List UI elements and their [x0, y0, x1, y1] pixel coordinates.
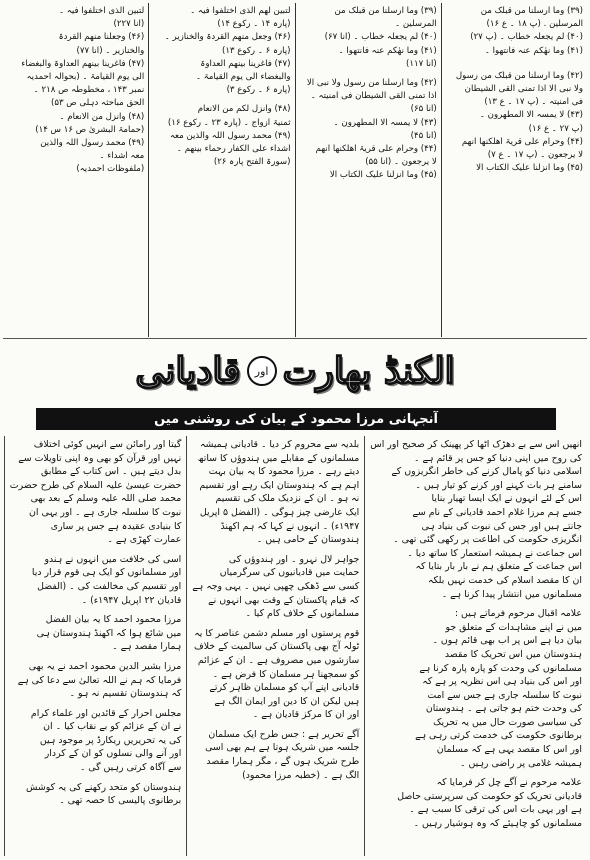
text-line: (انا ۶۵) [410, 104, 437, 115]
text-line: ہمارا مقصد ہے ۔ [112, 641, 182, 653]
text-line: (۴۸) وانزل من الانعام ۔ [59, 111, 145, 122]
text-line: طرح شریک ہوں گے ، مگر ہمارا مقصد [206, 756, 360, 768]
text-line: (انا ۱۱۷) [406, 58, 437, 69]
text-line: بلدیہ سے محروم کر دیا ۔ قادیانی ہمیشہ [199, 439, 360, 450]
article-strapline: آنجہانی مرزا محمود کے بیان کی روشنی میں [36, 408, 556, 430]
text-line: بدل دیتے ہیں ۔ اس کتاب کے مطابق [41, 466, 182, 478]
text-line: جلسہ میں شریک ہوتا ہے ہم بھی اسی [205, 742, 360, 754]
text-line: (۳۹) وما ارسلنا من قبلک من [334, 6, 437, 16]
text-line: (۴۱) وما نھٰکم عنہ فانتھوا ۔ [484, 45, 583, 56]
text-line: ہندوستان کے حامی ہیں ۔ [256, 534, 360, 546]
text-line: اور تقسیم کی مخالفت کی ۔ (الفضل [37, 580, 182, 592]
text-line: انھیں اس سے بے دھڑک اٹھا کر پھینک کر صحیح اور اس [370, 439, 582, 450]
text-line: لتبین الذی اختلفوا فیہ ۔ [59, 6, 145, 16]
text-line: لتبین لھم الذی اختلفوا فیہ ۔ [190, 6, 291, 16]
text-line: اور اس کا مقصد یہی ہے کہ مسلمان [436, 744, 582, 756]
text-line: (سورۃ الفتح پارہ ۲۶) [213, 157, 291, 168]
text-line: الی یوم القیامۃ ۔ (بحوالہ احمدیہ [26, 72, 145, 83]
verse-column-2 [295, 3, 441, 337]
text-line: عمارت کھڑی ہے ۔ [107, 534, 182, 546]
heading-right-word: قادیانی [135, 350, 241, 392]
text-line: کو سمجھنا ہر مسلمان کا فرض ہے ۔ [212, 668, 360, 680]
text-line: والبغضاء الی یوم القیامۃ ۔ [196, 72, 291, 83]
text-line: سامنے ہر بات کہنے اور کرنے کو تیار ہیں ۔ [415, 479, 582, 491]
text-line: (۴۹) محمد رسول اللہ والذین معہ [169, 130, 291, 141]
text-line: کی روح میں اپنی دنیا کو جس پر قائم ہے ۔ [414, 452, 582, 464]
text-line: گیتا اور رامائن سے انہیں کوئی اختلاف [33, 439, 182, 450]
text-line: (انا ۲۲۷) [113, 19, 145, 30]
text-line: مسلمانوں کے خلاف کام کیا ۔ [245, 608, 360, 620]
text-line: مسلمانوں میں انتشار پیدا کرنا ہے ۔ [441, 588, 582, 600]
text-line: کی یہ تحریریں ریکارڈ پر موجود ہیں [39, 734, 182, 746]
body-column-3 [4, 436, 187, 856]
text-line: کی وحدت ختم ہو جاتی ہے ۔ ہندوستان [425, 703, 582, 715]
text-line: فرمایا کہ ہم نے اللہ تعالیٰ سے دعا کی ہے [17, 674, 182, 686]
text-line: اس کے لئے انہوں نے ایک ایسا تھیار بنایا [431, 493, 582, 505]
text-line: (۴۰) لم یجعلہ خطاب ۔ (انا ۶۷) [324, 32, 437, 43]
text-line: کہ ہندوستان تقسیم نہ ہو ۔ [69, 688, 182, 700]
text-line: نمبر ۱۴۳ ، مخطوطہ ص ۲۱۸ ۔ [33, 85, 145, 96]
body-column-1 [364, 436, 587, 856]
text-line: مرزا محمود احمد کا یہ بیان الفضل [45, 614, 182, 626]
text-line: (پارہ ۶ ۔ رکوع ۳) [226, 85, 291, 96]
text-line: کسی سے ڈھکی چھپی نہیں ۔ یہی وجہ ہے [192, 580, 360, 592]
text-line: ہیں لیکن ان کا دین اور ایمان الگ ہے [214, 695, 360, 707]
text-line: مسلمانوں کی وحدت کو پارہ پارہ کرنا ہے [419, 662, 582, 674]
text-line: (۴۷) فاغرینا بینھم العداوۃ [200, 58, 291, 69]
text-line: الگ ہے ۔ (خطبہ مرزا محمود) [242, 769, 360, 781]
verse-column-1 [441, 3, 587, 337]
text-line: نبوت کا سلسلہ جاری ہے ۔ اور یہی ان [29, 506, 182, 518]
text-line: (۴۷) فاغرینا بینھم العداوۃ والبغضاء [21, 58, 145, 69]
text-line: ولا نبی الا اذا تمنی القی الشیطان [464, 84, 583, 95]
text-line: ۱۹۴۷ء) ۔ انہوں نے کہا کہ ہم اکھنڈ [220, 520, 360, 532]
heading-conjunction-badge: اور [247, 356, 277, 386]
text-line: (انا ۴۵) [410, 130, 437, 141]
text-line: ہمیشہ غلامی پر راضی رہیں ۔ [460, 757, 582, 769]
text-line: (پارہ ۱۴ ۔ رکوع ۱۴) [217, 19, 291, 30]
text-line: اہم ہے کہ ہندوستان ایک رہے اور تقسیم [199, 479, 360, 491]
text-line: (۴۲) وما ارسلنا من رسول ولا نبی الا [306, 78, 437, 89]
text-line: میں شائع ہوا کہ اکھنڈ ہندوستان ہی [36, 627, 182, 639]
text-line: جسے ہم مرزا غلام احمد قادیانی کے نام سے [412, 506, 582, 518]
text-line: ان کا مقصد اسلام کی خدمت نہیں بلکہ [427, 574, 582, 586]
text-line: (۴۶) وجعل منھم القردۃ والخنازیر ۔ [164, 32, 291, 43]
text-line: نہ ہو ۔ ان کے نزدیک ملک کی تقسیم [215, 493, 360, 505]
text-line: (۴۶) وجعلنا منھم القردۃ [58, 32, 145, 43]
text-line: (۳۹) وما ارسلنا من قبلک من [480, 6, 583, 16]
text-line: (حمامۃ البشریٰ ص ۱۶ س ۱۴) [35, 124, 145, 135]
text-line: مجلس احرار کے قائدین اور علماء کرام [30, 707, 182, 719]
text-line: الحق مباحثہ دہلی ص ۵۳) [50, 98, 145, 109]
text-line: (۴۹) محمد رسول اللہ والذین [40, 138, 145, 149]
text-line: (۴۴) وحرام علی قریۃ اھلکنھا انھم [461, 136, 583, 147]
text-line: اذا تمنی القی الشیطان فی امنیتہ ۔ [310, 91, 437, 102]
text-line: المرسلین . (پ ۱۸ ۔ ع ۱۶) [486, 19, 583, 30]
text-line: کہ قیام پاکستان کے وقت بھی انہوں نے [208, 594, 360, 606]
text-line: اسی کی خلافت میں انہوں نے ہندو [44, 553, 182, 565]
text-line: اور آنے والی نسلوں کو ان کے کردار [44, 748, 182, 760]
text-line: نبوت کا سلسلہ جاری ہے جس سے امت [427, 689, 582, 701]
text-line: ٹولہ آج بھی پاکستان کی سالمیت کے خلاف [193, 641, 360, 653]
text-line: اشداء علی الکفار رحماء بینھم ۔ [176, 144, 291, 155]
text-line: (ملفوظات احمدیہ) [76, 164, 145, 175]
text-line: اور اس کی بنیاد ہی اس نظریہ پر ہے کہ [422, 676, 582, 688]
text-line: لا یرجعون ۔ (انا ۵۵) [365, 157, 437, 168]
text-line: نہیں اور قرآن کو بھی وہ اپنی تاویلات سے [18, 452, 182, 464]
text-line: مرزا بشیر الدین محمود احمد نے یہ بھی [28, 660, 182, 672]
text-line: حمایت میں قادیانیوں کی سرگرمیاں [219, 567, 360, 579]
article-heading [0, 340, 590, 402]
text-line: (پارہ ۶ ۔ رکوع ۱۳) [221, 45, 291, 56]
verse-column-4 [3, 3, 148, 337]
text-line: (۴۸) وانزل لکم من الانعام [197, 104, 291, 115]
text-line: علامہ مرحوم نے آگے چل کر فرمایا کہ [436, 777, 582, 789]
text-line: قادیانی تحریک کو حکومت کی سرپرستی حاصل [397, 790, 582, 802]
text-line: (۴۵) وما انزلنا علیک الکتاب الا [329, 170, 437, 181]
text-line: بیان دیا ہے اس پر اب بھی قائم ہوں ۔ [432, 635, 582, 647]
text-line: دیتے رہے ۔ مرزا محمود کا یہ بیان بہت [208, 466, 360, 478]
text-line: انگریزی حکومت کی اطاعت پر رکھی گئی تھی ۔ [393, 534, 582, 546]
text-line: فی امنیتہ ۔ (پ ۱۷ ۔ ع ۱۳) [484, 97, 583, 108]
text-line: برطانوی حکومت کی خدمت کرتی رہی ہے [415, 730, 582, 742]
text-line: ہے اور یہی بات اس کی ترقی کا سبب ہے ۔ [409, 804, 582, 816]
text-line: معہ اشداء ۔ [99, 151, 145, 162]
text-line: ایک عارضی چیز ہوگی ۔ (الفضل ۵ اپریل [199, 506, 360, 518]
text-line: المرسلین ۔ [395, 19, 437, 30]
text-line: کا بنیادی عقیدہ ہے جس پر ساری [50, 520, 182, 532]
text-line: ہندوستان کو متحد رکھنے کی یہ کوشش [25, 781, 182, 793]
text-line: جواہر لال نہرو ۔ اور ہندوؤں کی [228, 553, 360, 565]
text-line: سازشوں میں مصروف ہے ۔ ان کے عزائم [197, 654, 360, 666]
text-line: لا یرجعون ۔ (پ ۱۷ ۔ ع ۷) [487, 150, 583, 161]
text-line: کی سیاسی صورت حال میں یہ تحریک [433, 716, 582, 728]
text-line: (۴۳) لا یمسہ الا المطھرون ۔ [333, 117, 437, 128]
text-line: محمد صلی اللہ علیہ وسلم کے بعد بھی [30, 493, 182, 505]
text-line: (پ ۲۷ ۔ ع ۱۶) [528, 123, 583, 134]
verse-column-3 [148, 3, 294, 337]
heading-left-word: الکنڈ بھارت [282, 350, 455, 392]
text-line: ثمنیۃ ازواج ۔ (پارہ ۲۳ ۔ رکوع ۱۶) [167, 117, 291, 128]
text-line: جانتے ہیں اور جس کی نبوت کی بنیاد ہی [421, 520, 582, 532]
text-line: قوم پرستوں اور مسلم دشمن عناصر کا یہ [194, 627, 360, 639]
text-line: (۴۴) وحرام علی قریۃ اھلکنھا انھم [315, 144, 437, 155]
text-line: والخنازیر ۔ (انا ۷۷) [76, 45, 145, 56]
text-line: اور مسلمانوں کو ایک ہی قوم قرار دیا [31, 567, 182, 579]
verse-comparison-table [3, 3, 587, 337]
text-line: آگے تحریر ہے : جس طرح ایک مسلمان [208, 728, 360, 740]
text-line: نے ان کے عزائم کو بے نقاب کیا ۔ ان [43, 721, 182, 733]
text-line: (۴۱) وما نھٰکم عنہ فانتھوا ۔ [338, 45, 437, 56]
text-line: مسلمانوں کے مقابلے میں ہندوؤں کا ساتھ [197, 452, 360, 464]
text-line: اور ان کا مرکز قادیان ہے ۔ [252, 709, 360, 721]
text-line: حضرت عیسیٰ علیہ السلام کی طرح حضرت [9, 479, 182, 491]
text-line: (۴۲) وما ارسلنا من قبلک من رسول [455, 70, 583, 81]
text-line: (۴۳) لا یمسہ الا المطھرون ۔ [479, 110, 583, 121]
text-line: ہندوستان میں اس تحریک کا مقصد [444, 648, 582, 660]
text-line: (۴۵) وما انزلنا علیک الکتاب الا [476, 163, 583, 174]
text-line: برطانوی پالیسی کا حصہ تھی ۔ [59, 795, 182, 807]
body-column-2 [186, 436, 364, 856]
section-divider [3, 338, 587, 339]
text-line: (۴۰) لم یجعلہ خطاب ۔ (پ ۲۷) [470, 32, 583, 43]
text-line: علامہ اقبال مرحوم فرماتے ہیں : [454, 608, 582, 620]
text-line: اس جماعت کے متعلق ہم نے بار بار بتایا کہ [415, 561, 582, 573]
text-line: قادیان ۲۲ اپریل ۱۹۴۷ء) ۔ [81, 594, 182, 606]
text-line: مسلمانوں کو چاہیئے کہ وہ ہوشیار رہیں ۔ [413, 818, 582, 830]
text-line: اسلامی دنیا کو پامال کرنے کی خاطر انگریزوں کے [391, 466, 582, 478]
text-line: میں نے اپنے مشاہدات کے متعلق جو [445, 621, 582, 633]
text-line: قادیانی اپنے آپ کو مسلمان ظاہر کرتے [209, 682, 360, 694]
text-line: سے آگاہ کرتی رہیں گی ۔ [79, 762, 182, 774]
text-line: اس جماعت نے ہمیشہ استعمار کا ساتھ دیا ۔ [407, 547, 582, 559]
article-body [3, 436, 587, 856]
